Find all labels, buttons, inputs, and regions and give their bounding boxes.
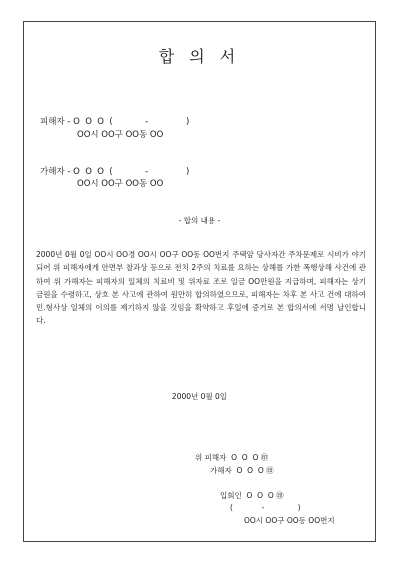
victim-line: 피해자 - O O O ( - ) (40, 117, 190, 127)
agreement-body: 2000년 0월 0일 OO시 OO경 OO시 OO구 OO동 OO번지 주택앞 당사자간 주차문제로 시비가 야기되어 위 피해자에게 안면부 찰과상 등으로 전치 2주의 치료를 요하는 상해를 가한 폭행상해 사건에 관하여 위 가해자는 피해자의 일체의 치료비 및 위자료 조로 일금 OO만원을 지급하며, 피해자는 상기 금원을 수령하고, 상호 본 사고에 관하여 원만히 합의하였으므로, 피해자는 차후 본 사고 건에 대하여 민.형사상 일체의 이의를 제기하지 않을 것임을 확약하고 후일에 증거로 본 합의서에 서명 날인합니다. (36, 250, 366, 326)
agreement-document (23, 21, 376, 542)
offender-line: 가해자 - O O O ( - ) (40, 167, 190, 177)
witness-address: OO시 OO구 OO동 OO번지 (244, 516, 335, 525)
offender-signature: 가해자 O O O ㊞ (210, 466, 274, 475)
section-heading: - 합의 내용 - (178, 216, 221, 225)
victim-signature: 위 피해자 O O O ㊞ (195, 453, 269, 462)
victim-address: OO시 OO구 OO동 OO (77, 130, 164, 140)
agreement-date: 2000년 0월 0일 (171, 392, 228, 401)
document-title: 합 의 서 (158, 47, 241, 66)
witness-signature: 입회인 O O O ㊞ (220, 491, 284, 500)
offender-address: OO시 OO구 OO동 OO (77, 179, 164, 189)
witness-id: ( - ) (230, 503, 301, 512)
